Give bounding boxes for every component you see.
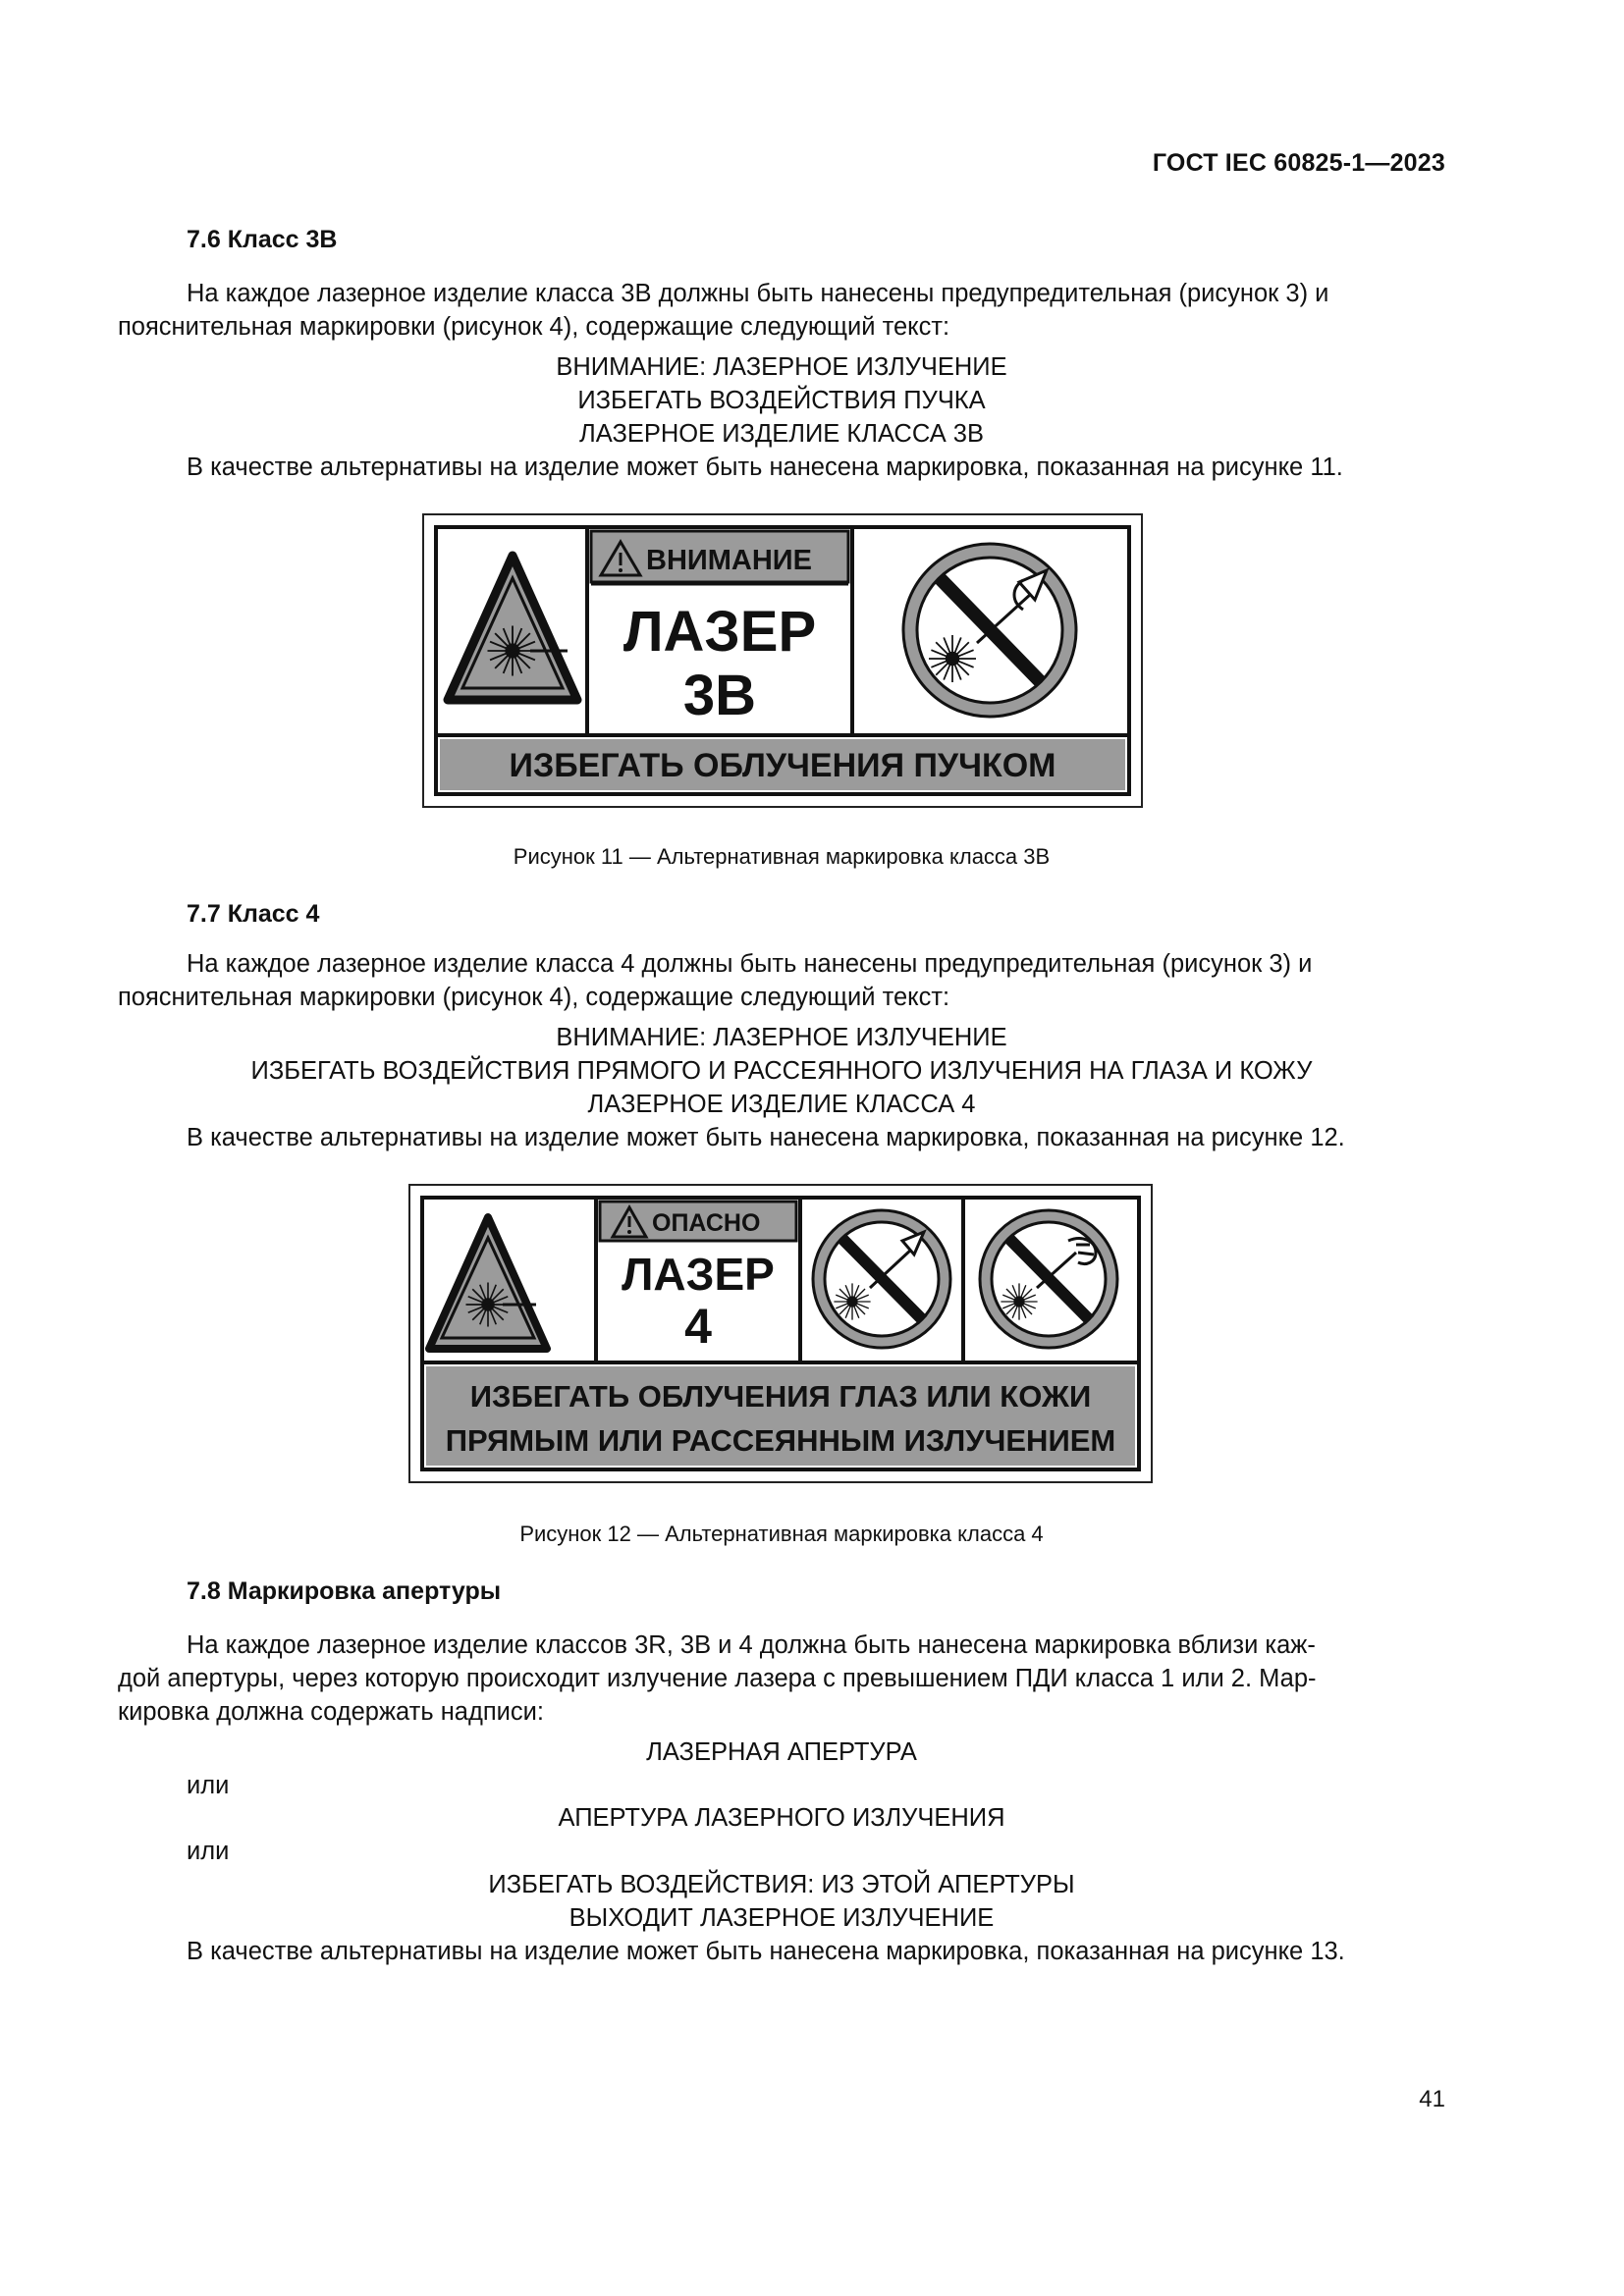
no-eye-exposure-icon bbox=[903, 544, 1076, 717]
paragraph-4-line2: пояснительная маркировки (рисунок 4), содержащие следующий текст: bbox=[118, 984, 950, 1011]
aperture-option-2: АПЕРТУРА ЛАЗЕРНОГО ИЗЛУЧЕНИЯ bbox=[558, 1804, 1005, 1832]
standard-number: ГОСТ IEC 60825-1—2023 bbox=[1152, 149, 1445, 177]
class-value-4: 4 bbox=[684, 1299, 712, 1354]
figure-12-label bbox=[408, 1184, 1153, 1483]
figure-11-caption: Рисунок 11 — Альтернативная маркировка класса 3В bbox=[513, 844, 1051, 869]
alt-text-4: В качестве альтернативы на изделие может быть нанесена маркировка, показанная на рисунке 12. bbox=[187, 1124, 1345, 1151]
signal-word-3b: ВНИМАНИЕ bbox=[646, 545, 812, 576]
laser-word-3b: ЛАЗЕР bbox=[623, 600, 817, 664]
paragraph-4-line1: На каждое лазерное изделие класса 4 должны быть нанесены предупредительная (рисунок 3) и bbox=[187, 950, 1313, 978]
alt-text-aperture: В качестве альтернативы на изделие может быть нанесена маркировка, показанная на рисунке 13. bbox=[187, 1938, 1345, 1965]
page-number: 41 bbox=[1419, 2086, 1445, 2112]
paragraph-3b-line2: пояснительная маркировки (рисунок 4), содержащие следующий текст: bbox=[118, 313, 950, 341]
bottom-warning-4-line2: ПРЯМЫМ ИЛИ РАССЕЯННЫМ ИЗЛУЧЕНИЕМ bbox=[445, 1423, 1116, 1458]
paragraph-aperture-line3: кировка должна содержать надписи: bbox=[118, 1698, 544, 1726]
paragraph-3b-line1: На каждое лазерное изделие класса 3В должны быть нанесены предупредительная (рисунок 3) и bbox=[187, 280, 1329, 307]
no-eye-exposure-icon bbox=[813, 1210, 950, 1348]
aperture-option-3-line2: ВЫХОДИТ ЛАЗЕРНОЕ ИЗЛУЧЕНИЕ bbox=[568, 1904, 995, 1932]
label-text-3b-line3: ЛАЗЕРНОЕ ИЗДЕЛИЕ КЛАССА 3В bbox=[579, 420, 984, 448]
label-text-4-line3: ЛАЗЕРНОЕ ИЗДЕЛИЕ КЛАССА 4 bbox=[587, 1091, 976, 1118]
alt-text-3b: В качестве альтернативы на изделие может быть нанесена маркировка, показанная на рисунке 11. bbox=[187, 454, 1343, 481]
section-heading-4: 7.7 Класс 4 bbox=[187, 900, 320, 928]
bottom-warning-4-line1: ИЗБЕГАТЬ ОБЛУЧЕНИЯ ГЛАЗ ИЛИ КОЖИ bbox=[469, 1379, 1092, 1414]
label-text-4-line2: ИЗБЕГАТЬ ВОЗДЕЙСТВИЯ ПРЯМОГО И РАССЕЯННОГО ИЗЛУЧЕНИЯ НА ГЛАЗА И КОЖУ bbox=[250, 1057, 1313, 1085]
label-text-4-line1: ВНИМАНИЕ: ЛАЗЕРНОЕ ИЗЛУЧЕНИЕ bbox=[556, 1024, 1007, 1051]
or-separator-1: или bbox=[187, 1772, 230, 1799]
aperture-option-1: ЛАЗЕРНАЯ АПЕРТУРА bbox=[646, 1738, 917, 1766]
aperture-option-3-line1: ИЗБЕГАТЬ ВОЗДЕЙСТВИЯ: ИЗ ЭТОЙ АПЕРТУРЫ bbox=[488, 1871, 1075, 1898]
no-skin-exposure-icon bbox=[980, 1210, 1117, 1348]
label-text-3b-line2: ИЗБЕГАТЬ ВОЗДЕЙСТВИЯ ПУЧКА bbox=[577, 387, 986, 414]
figure-11-label bbox=[422, 513, 1143, 808]
section-heading-3b: 7.6 Класс 3В bbox=[187, 226, 338, 253]
section-heading-aperture: 7.8 Маркировка апертуры bbox=[187, 1577, 502, 1605]
signal-word-4: ОПАСНО bbox=[652, 1209, 761, 1237]
or-separator-2: или bbox=[187, 1838, 230, 1865]
bottom-warning-3b: ИЗБЕГАТЬ ОБЛУЧЕНИЯ ПУЧКОМ bbox=[509, 747, 1056, 784]
paragraph-aperture-line1: На каждое лазерное изделие классов 3R, 3В и 4 должна быть нанесена маркировка вблизи каж- bbox=[187, 1631, 1316, 1659]
figure-12-caption: Рисунок 12 — Альтернативная маркировка класса 4 bbox=[519, 1522, 1044, 1546]
class-value-3b: 3B bbox=[682, 664, 757, 727]
paragraph-aperture-line2: дой апертуры, через которую происходит излучение лазера с превышением ПДИ класса 1 или 2. Мар- bbox=[118, 1665, 1317, 1692]
laser-word-4: ЛАЗЕР bbox=[622, 1249, 775, 1300]
label-text-3b-line1: ВНИМАНИЕ: ЛАЗЕРНОЕ ИЗЛУЧЕНИЕ bbox=[556, 353, 1007, 381]
